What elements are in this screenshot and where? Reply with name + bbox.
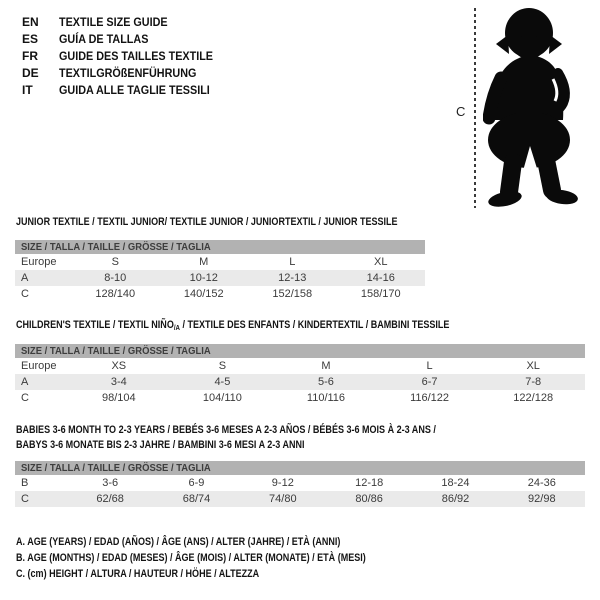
guide-title-en: TEXTILE SIZE GUIDE xyxy=(59,14,168,29)
table-row xyxy=(15,270,425,286)
table-cell: 110/116 xyxy=(306,392,346,404)
table-cell: 152/158 xyxy=(272,288,313,300)
measurement-legend xyxy=(16,534,443,582)
table-cell: L xyxy=(426,360,433,372)
table-cell: B xyxy=(21,477,29,489)
babies-table xyxy=(15,475,585,507)
size-header-label: SIZE / TALLA / TAILLE / GRÖSSE / TAGLIA xyxy=(21,462,211,474)
table-cell: 24-36 xyxy=(527,477,556,489)
size-header-bar xyxy=(15,461,585,475)
table-cell: 80/86 xyxy=(355,493,383,505)
table-row xyxy=(15,254,425,270)
table-cell: 7-8 xyxy=(525,376,542,388)
size-header-bar xyxy=(15,344,585,358)
babies-section-title: BABIES 3-6 MONTH TO 2-3 YEARS / BEBÉS 3-6 MESES A 2-3 AÑOS / BÉBÉS 3-6 MOIS À 2-3 ANS / BABYS 3-6 MONATE BIS 2-3 JAHRE / BAMBINI 3-6 MESI A 2-3 ANNI xyxy=(16,424,436,451)
table-cell: XL xyxy=(526,360,540,372)
table-row xyxy=(15,491,585,507)
language-row xyxy=(22,81,230,98)
table-cell: Europe xyxy=(21,360,57,372)
table-cell: XL xyxy=(374,256,388,268)
table-cell: M xyxy=(199,256,209,268)
table-cell: 12-18 xyxy=(355,477,384,489)
table-cell: 98/104 xyxy=(101,392,136,404)
children-section-title: CHILDREN'S TEXTILE / TEXTIL NIÑO/A / TEXTILE DES ENFANTS / KINDERTEXTIL / BAMBINI TESSILE xyxy=(16,319,450,332)
table-cell: 5-6 xyxy=(318,376,334,388)
table-cell: 68/74 xyxy=(182,493,211,505)
legend-line-b: B. AGE (MONTHS) / EDAD (MESES) / ÂGE (MOIS) / ALTER (MONATE) / ETÀ (MESI) xyxy=(16,552,366,564)
table-cell: 8-10 xyxy=(104,272,127,284)
table-cell: S xyxy=(111,256,119,268)
table-cell: 62/68 xyxy=(96,493,124,505)
baby-silhouette-icon xyxy=(483,6,589,209)
table-row xyxy=(15,374,585,390)
size-header-label: SIZE / TALLA / TAILLE / GRÖSSE / TAGLIA xyxy=(21,345,211,357)
language-title-list xyxy=(22,13,230,98)
table-cell: 18-24 xyxy=(441,477,470,489)
table-cell: 14-16 xyxy=(366,272,395,284)
language-code: DE xyxy=(22,65,39,80)
table-cell: 122/128 xyxy=(513,392,554,404)
table-cell: 6-9 xyxy=(188,477,205,489)
table-cell: A xyxy=(21,376,29,388)
size-header-bar xyxy=(15,240,425,254)
language-code: EN xyxy=(22,14,39,29)
table-cell: 3-6 xyxy=(102,477,119,489)
table-row xyxy=(15,390,585,406)
table-cell: 6-7 xyxy=(421,376,438,388)
legend-line-a: A. AGE (YEARS) / EDAD (AÑOS) / ÂGE (ANS) / ALTER (JAHRE) / ETÀ (ANNI) xyxy=(16,536,341,548)
language-code: IT xyxy=(22,82,33,97)
table-cell: 92/98 xyxy=(528,493,556,505)
language-row xyxy=(22,47,230,64)
table-cell: 3-4 xyxy=(110,376,127,388)
language-code: FR xyxy=(22,48,38,63)
junior-table xyxy=(15,254,425,302)
children-table xyxy=(15,358,585,406)
children-size-table xyxy=(15,344,585,406)
table-cell: 104/110 xyxy=(202,392,242,404)
babies-size-table xyxy=(15,461,585,507)
table-cell: XS xyxy=(111,360,127,372)
table-row xyxy=(15,358,585,374)
table-cell: 9-12 xyxy=(271,477,294,489)
table-cell: 128/140 xyxy=(95,288,136,300)
guide-title-it: GUIDA ALLE TAGLIE TESSILI xyxy=(59,82,210,97)
table-cell: 158/170 xyxy=(360,288,401,300)
table-cell: S xyxy=(218,360,227,372)
table-row xyxy=(15,475,585,491)
table-cell: 140/152 xyxy=(183,288,224,300)
height-measure-label: C xyxy=(456,104,466,119)
legend-line-c: C. (cm) HEIGHT / ALTURA / HAUTEUR / HÖHE / ALTEZZA xyxy=(16,568,260,580)
guide-title-fr: GUIDE DES TAILLES TEXTILE xyxy=(59,48,214,63)
language-code: ES xyxy=(22,31,39,46)
language-row xyxy=(22,64,230,81)
table-cell: 4-5 xyxy=(214,376,231,388)
table-cell: Europe xyxy=(21,256,57,268)
table-cell: 86/92 xyxy=(441,493,470,505)
table-cell: C xyxy=(21,288,29,300)
table-cell: C xyxy=(21,493,29,505)
height-measure-dashed-line xyxy=(474,8,476,208)
table-cell: 10-12 xyxy=(189,272,218,284)
guide-title-de: TEXTILGRÖßENFÜHRUNG xyxy=(59,65,197,80)
language-row xyxy=(22,30,230,47)
size-header-label: SIZE / TALLA / TAILLE / GRÖSSE / TAGLIA xyxy=(21,241,211,253)
junior-size-table xyxy=(15,240,425,302)
table-cell: L xyxy=(289,256,296,268)
table-cell: 12-13 xyxy=(278,272,307,284)
table-cell: M xyxy=(321,360,331,372)
guide-title-es: GUÍA DE TALLAS xyxy=(59,31,149,46)
table-cell: C xyxy=(21,392,29,404)
table-row xyxy=(15,286,425,302)
table-cell: A xyxy=(21,272,29,284)
table-cell: 116/122 xyxy=(410,392,450,404)
table-cell: 74/80 xyxy=(269,493,297,505)
language-row xyxy=(22,13,230,30)
junior-section-title: JUNIOR TEXTILE / TEXTIL JUNIOR/ TEXTILE JUNIOR / JUNIORTEXTIL / JUNIOR TESSILE xyxy=(16,216,398,228)
